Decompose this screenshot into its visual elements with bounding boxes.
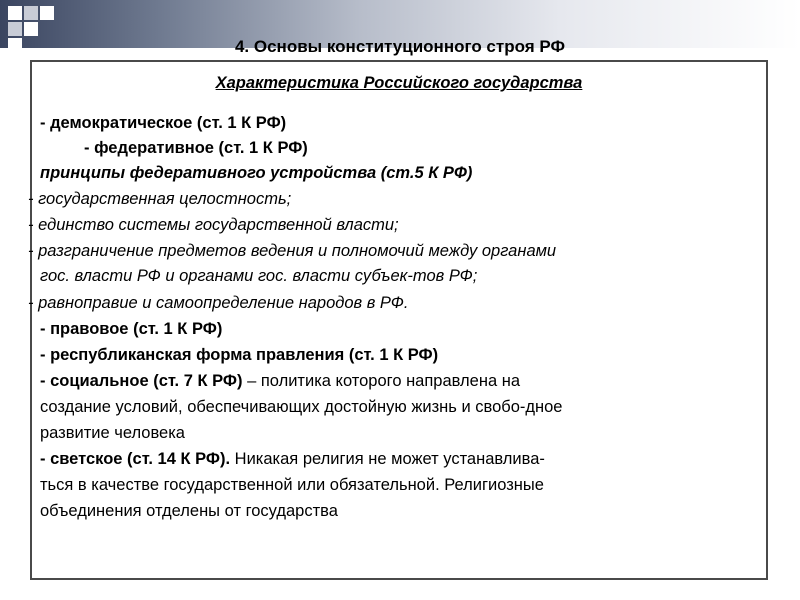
line-social [40, 370, 520, 392]
line-secular [40, 448, 545, 470]
line-legal: - правовое (ст. 1 К РФ) [40, 320, 223, 338]
line-social-bold: - социальное (ст. 7 К РФ) [40, 372, 243, 390]
line-secular-cont2: объединения отделены от государства [40, 502, 338, 520]
line-secular-rest: Никакая религия не может устанавлива- [230, 450, 545, 468]
slide-title: 4. Основы конституционного строя РФ [234, 37, 566, 56]
line-secular-bold: - светское (ст. 14 К РФ). [40, 450, 231, 468]
line-federal-principles: принципы федеративного устройства (ст.5 К РФ) [40, 164, 473, 182]
line-social-cont2: развитие человека [40, 424, 185, 442]
line-unity: - единство системы государственной власти; [28, 216, 399, 234]
line-social-rest: – политика которого направлена на [242, 372, 521, 390]
line-delimitation-cont: гос. власти РФ и органами гос. власти субъек-тов РФ; [40, 267, 478, 285]
content-frame [30, 60, 768, 580]
line-secular-cont1: ться в качестве государственной или обязательной. Религиозные [40, 476, 544, 494]
line-federal: - федеративное (ст. 1 К РФ) [84, 139, 308, 157]
content-heading: Характеристика Российского государства [215, 74, 583, 92]
line-delimitation: - разграничение предметов ведения и полномочий между органами [28, 242, 557, 260]
line-equality: - равноправие и самоопределение народов в РФ. [28, 294, 409, 312]
line-republican: - республиканская форма правления (ст. 1 К РФ) [40, 346, 439, 364]
line-integrity: - государственная целостность; [28, 190, 292, 208]
line-social-cont1: создание условий, обеспечивающих достойную жизнь и свобо-дное [40, 398, 563, 416]
line-democratic: - демократическое (ст. 1 К РФ) [40, 114, 287, 132]
